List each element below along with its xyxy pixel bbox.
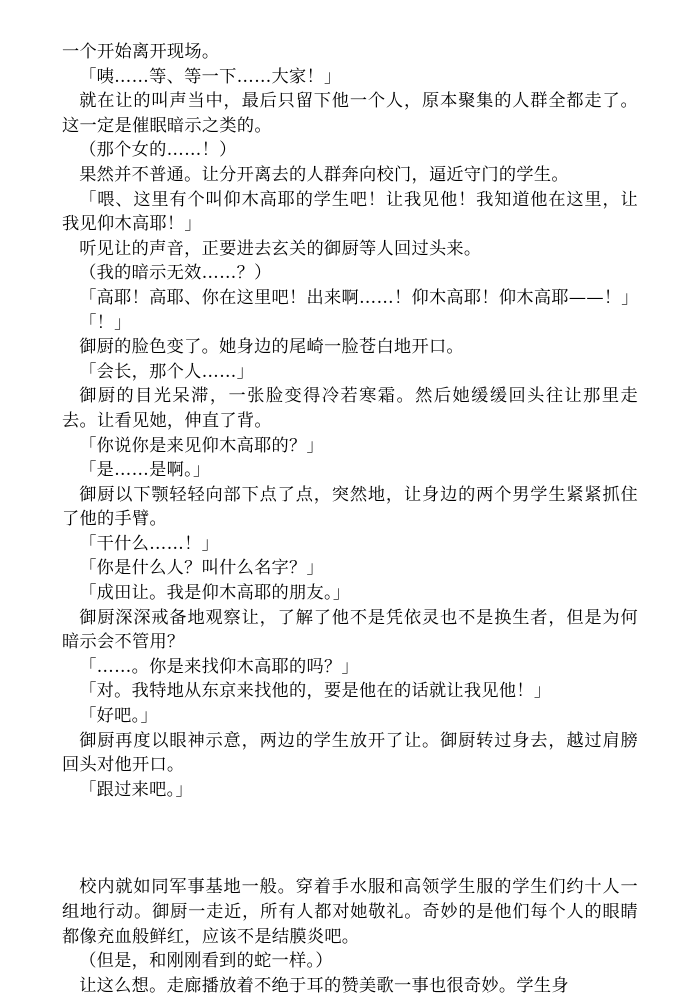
paragraph: （我的暗示无效……？） xyxy=(79,263,272,284)
paragraph: 御厨再度以眼神示意，两边的学生放开了让。御厨转过身去，越过肩膀回头对他开口。 xyxy=(62,730,638,776)
paragraph: 「是……是啊。」 xyxy=(79,460,211,481)
paragraph: 让这么想。走廊播放着不绝于耳的赞美歌一事也很奇妙。学生身 xyxy=(79,975,569,996)
paragraph: 「……。你是来找仰木高耶的吗？」 xyxy=(79,656,359,677)
paragraph: 御厨深深戒备地观察让，了解了他不是凭依灵也不是换生者，但是为何暗示会不管用？ xyxy=(62,607,638,653)
paragraph: 「高耶！高耶、你在这里吧！出来啊……！仰木高耶！仰木高耶——！」 xyxy=(79,287,639,308)
paragraph: （但是，和刚刚看到的蛇一样。） xyxy=(79,951,333,972)
paragraph: 「好吧。」 xyxy=(79,706,159,727)
paragraph: 「喂、这里有个叫仰木高耶的学生吧！让我见他！我知道他在这里，让我见仰木高耶！」 xyxy=(62,189,638,235)
paragraph: 御厨以下颚轻轻向部下点了点，突然地，让身边的两个男学生紧紧抓住了他的手臂。 xyxy=(62,484,638,530)
paragraph: 「你说你是来见仰木高耶的？」 xyxy=(79,435,325,456)
paragraph: 「跟过来吧。」 xyxy=(79,779,194,800)
paragraph: 御厨的目光呆滞，一张脸变得冷若寒霜。然后她缓缓回头往让那里走去。让看见她，伸直了背。 xyxy=(62,386,638,431)
paragraph: 「干什么……！」 xyxy=(79,533,220,554)
paragraph: 御厨的脸色变了。她身边的尾崎一脸苍白地开口。 xyxy=(79,337,464,358)
paragraph: 「你是什么人？叫什么名字？」 xyxy=(79,558,325,579)
paragraph: 听见让的声音，正要进去玄关的御厨等人回过头来。 xyxy=(79,238,482,259)
paragraph: 校内就如同军事基地一般。穿着手水服和高领学生服的学生们约十人一组地行动。御厨一走近，所有人都对她敬礼。奇妙的是他们每个人的眼睛都像充血般鲜红，应该不是结膜炎吧。 xyxy=(62,877,638,947)
paragraph: 「成田让。我是仰木高耶的朋友。」 xyxy=(79,583,351,604)
paragraph: 果然并不普通。让分开离去的人群奔向校门，逼近守门的学生。 xyxy=(79,164,569,185)
paragraph: 一个开始离开现场。 xyxy=(62,42,220,62)
paragraph: 「！」 xyxy=(79,312,132,333)
paragraph: 「对。我特地从东京来找他的，要是他在的话就让我见他！」 xyxy=(79,681,552,702)
section-break xyxy=(62,802,638,875)
document-body xyxy=(62,40,638,998)
paragraph: 「咦……等、等一下……大家！」 xyxy=(79,66,342,87)
paragraph: （那个女的……！） xyxy=(79,140,237,161)
paragraph: 就在让的叫声当中，最后只留下他一个人，原本聚集的人群全都走了。这一定是催眠暗示之类的。 xyxy=(62,91,638,136)
paragraph: 「会长，那个人……」 xyxy=(79,361,255,382)
